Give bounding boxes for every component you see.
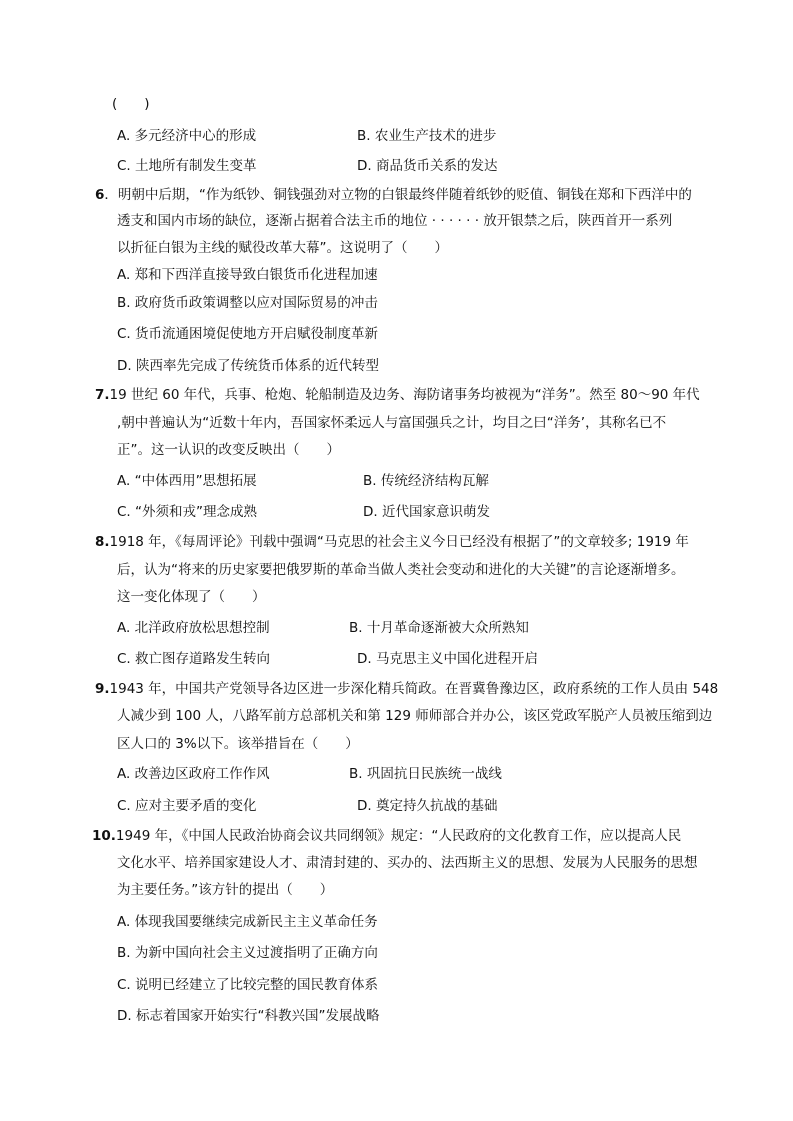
q8-option-d: D. 马克思主义中国化进程开启 <box>357 651 538 667</box>
q7-number: 7. <box>95 387 110 403</box>
q6-stem-line-2: 透支和国内市场的缺位，逐渐占据着合法主币的地位 · · · · · · 放开银禁之后，陕西首开一系列 <box>117 213 673 229</box>
q6-stem-line-1 <box>95 186 692 204</box>
q10-option-a: A. 体现我国要继续完成新民主主义革命任务 <box>117 914 378 930</box>
q8-stem-line-3: 这一变化体现了（ ） <box>117 589 266 605</box>
q8-option-c: C. 救亡图存道路发生转向 <box>117 651 271 667</box>
q5-option-a: A. 多元经济中心的形成 <box>117 128 257 144</box>
q10-stem-line-2: 文化水平、培养国家建设人才、肃清封建的、买办的、法西斯主义的思想、发展为人民服务的思想 <box>117 855 698 871</box>
q8-option-a: A. 北洋政府放松思想控制 <box>117 620 270 636</box>
q8-number: 8. <box>95 534 110 550</box>
q9-option-b: B. 巩固抗日民族统一战线 <box>349 766 502 782</box>
q6-option-a: A. 郑和下西洋直接导致白银货币化进程加速 <box>117 267 378 283</box>
q8-stem-line-2: 后，认为“将来的历史家要把俄罗斯的革命当做人类社会变动和进化的大关键”的言论逐渐增多。 <box>117 562 685 578</box>
q7-option-d: D. 近代国家意识萌发 <box>363 504 490 520</box>
q6-number: 6 <box>95 187 105 203</box>
q8-option-b: B. 十月革命逐渐被大众所熟知 <box>349 620 529 636</box>
q9-stem-line-3: 区人口的 3%以下。该举措旨在（ ） <box>117 736 359 752</box>
q7-stem-text-1: 19 世纪 60 年代，兵事、枪炮、轮船制造及边务、海防诸事务均被视为“洋务”。然至 80～90 年代 <box>109 387 700 403</box>
q6-option-b: B. 政府货币政策调整以应对国际贸易的冲击 <box>117 295 378 311</box>
q7-option-b: B. 传统经济结构瓦解 <box>363 473 489 489</box>
q10-option-d: D. 标志着国家开始实行“科教兴国”发展战略 <box>117 1008 380 1024</box>
q6-option-c: C. 货币流通困境促使地方开启赋役制度革新 <box>117 326 379 342</box>
q7-stem-line-2: ,朝中普遍认为“近数十年内，吾国家怀柔远人与富国强兵之计，均目之曰“洋务’，其称名已不 <box>117 415 667 431</box>
q5-option-c: C. 土地所有制发生变革 <box>117 158 257 174</box>
q6-stem-line-3: 以折征白银为主线的赋役改革大幕”。这说明了（ ） <box>117 240 448 256</box>
q9-stem-line-2: 人减少到 100 人，八路军前方总部机关和第 129 师师部合并办公，该区党政军脱产人员被压缩到边 <box>117 708 713 724</box>
q8-stem-text-1: 1918 年，《每周评论》刊载中强调“马克思的社会主义今日已经没有根据了”的文章较多; 1919 年 <box>109 534 689 550</box>
q10-option-c: C. 说明已经建立了比较完整的国民教育体系 <box>117 977 379 993</box>
q9-option-c: C. 应对主要矛盾的变化 <box>117 798 257 814</box>
q10-option-b: B. 为新中国向社会主义过渡指明了正确方向 <box>117 945 378 961</box>
q5-answer-paren: ( ) <box>112 96 150 112</box>
q9-stem-line-1 <box>95 680 718 698</box>
q10-stem-text-1: 1949 年，《中国人民政治协商会议共同纲领》规定：“人民政府的文化教育工作，应以提高人民 <box>115 828 682 844</box>
q10-stem-line-1 <box>92 827 681 845</box>
q7-stem-line-1 <box>95 386 700 404</box>
q10-stem-line-3: 为主要任务。”该方针的提出（ ） <box>117 882 334 898</box>
q9-option-a: A. 改善边区政府工作作风 <box>117 766 270 782</box>
q5-option-d: D. 商品货币关系的发达 <box>357 158 498 174</box>
q8-stem-line-1 <box>95 533 689 551</box>
q9-stem-text-1: 1943 年，中国共产党领导各边区进一步深化精兵简政。在晋冀鲁豫边区，政府系统的工作人员由 548 <box>109 681 719 697</box>
q9-option-d: D. 奠定持久抗战的基础 <box>357 798 498 814</box>
q7-option-a: A. “中体西用”思想拓展 <box>117 473 257 489</box>
q10-number: 10. <box>92 828 116 844</box>
q9-number: 9. <box>95 681 110 697</box>
q6-option-d: D. 陕西率先完成了传统货币体系的近代转型 <box>117 358 379 374</box>
q7-option-c: C. “外须和戎”理念成熟 <box>117 504 257 520</box>
q5-option-b: B. 农业生产技术的进步 <box>357 128 497 144</box>
q6-stem-text-1: ．明朝中后期，“作为纸钞、铜钱强劲对立物的白银最终伴随着纸钞的贬值、铜钱在郑和下西洋中的 <box>104 187 692 203</box>
q7-stem-line-3: 正”。这一认识的改变反映出（ ） <box>117 442 340 458</box>
